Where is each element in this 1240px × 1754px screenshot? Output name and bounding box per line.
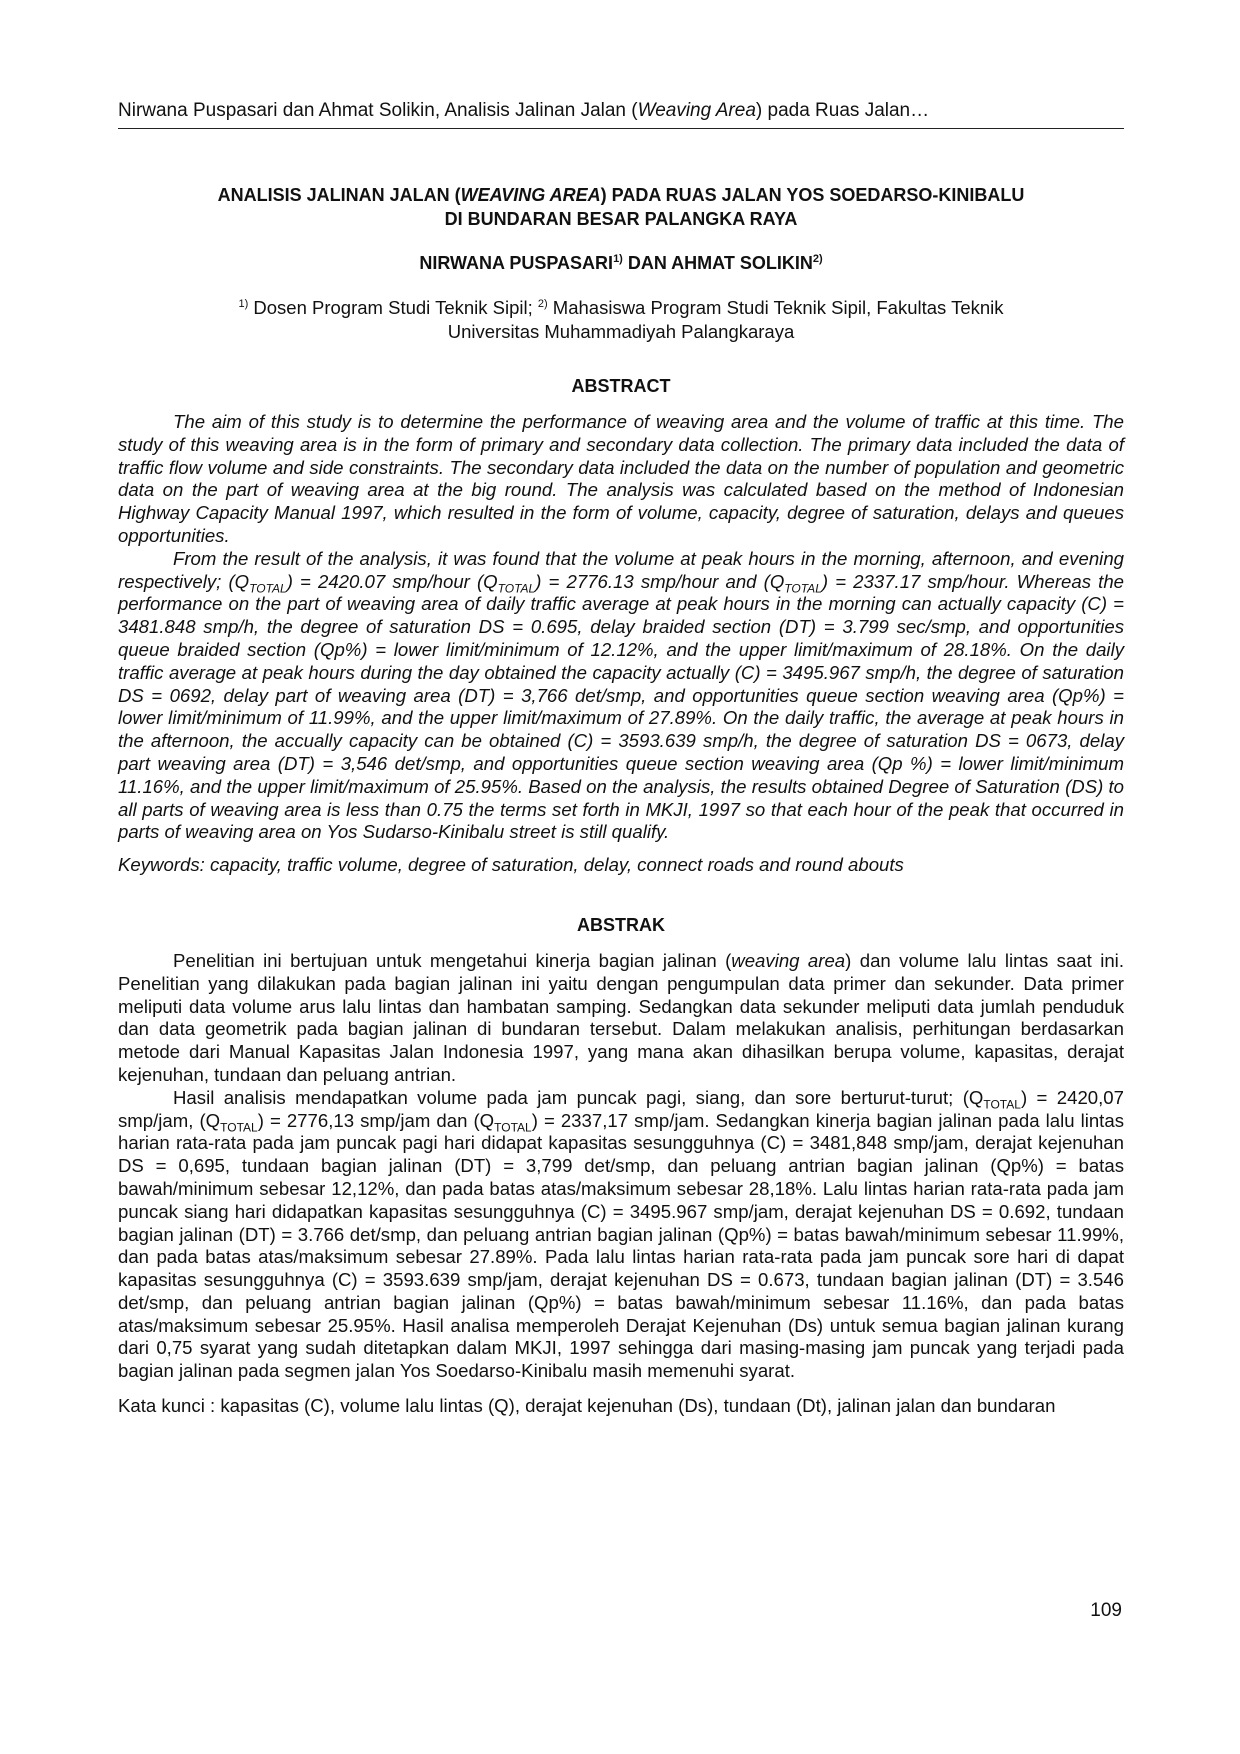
paper-page — [118, 100, 1124, 1418]
abstrak-p2-b: ) = 2420,07 smp/jam, (Q — [118, 1086, 1124, 1131]
abstrak-heading: ABSTRAK — [577, 914, 665, 935]
affiliation-line-1 — [118, 296, 1124, 320]
kata-kunci-text: kapasitas (C), volume lalu lintas (Q), derajat kejenuhan (Ds), tundaan (Dt), jalinan jalan dan bundaran — [220, 1395, 1056, 1417]
title-line-1 — [118, 183, 1124, 207]
abstract-p2-a: From the result of the analysis, it was found that the volume at peak hours in the morning, afternoon, and evening respectively; (Q — [118, 547, 1124, 592]
affiliation-line-2: Universitas Muhammadiyah Palangkaraya — [447, 321, 795, 342]
abstract-p2-b: ) = 2420.07 smp/hour (Q — [286, 570, 498, 592]
kata-kunci — [118, 1395, 1124, 1418]
author-1-sup: 1) — [613, 253, 623, 265]
abstract-p2-d: ) = 2337.17 smp/hour. Whereas the performance on the part of weaving area of daily traffic average at peak hours in the morning can actually capacity (C) = 3481.848 smp/h, the degree of saturation DS = 0.695, delay braided section (DT) = 3.799 sec/smp, and opportunities queue braided section (Qp%) = lower limit/minimum of 12.12%, and the upper limit/maximum of 28.18%. On the daily traffic average at peak hours during the day obtained the capacity actually (C) = 3495.967 smp/h, the degree of saturation DS = 0692, delay part of weaving area (DT) = 3,766 det/smp, and opportunities queue section weaving area (Qp%) = lower limit/minimum of 11.99%, and the upper limit/maximum of 27.89%. On the daily traffic, the average at peak hours in the afternoon, the accually capacity can be obtained (C) = 3593.639 smp/h, the degree of saturation DS = 0673, delay part weaving area (DT) = 3,546 det/smp, and opportunities queue section weaving area (Qp %) = lower limit/minimum 11.16%, and the upper limit/maximum of 25.95%. Based on the analysis, the results obtained Degree of Saturation (DS) to all parts of weaving area is less than 0.75 the terms set forth in MKJI, 1997 so that each hour of the peak that occurred in parts of weaving area on Yos Sudarso-Kinibalu street is still qualify. — [118, 570, 1124, 843]
kata-kunci-label: Kata kunci : — [118, 1395, 221, 1417]
title-part-2: ) PADA RUAS JALAN YOS SOEDARSO-KINIBALU — [600, 185, 1025, 205]
title-part-1: ANALISIS JALINAN JALAN ( — [217, 185, 461, 205]
page-number: 109 — [1090, 1600, 1122, 1621]
author-connector: DAN AHMAT SOLIKIN — [622, 253, 813, 273]
abstrak-p2-c: ) = 2776,13 smp/jam dan (Q — [257, 1109, 495, 1131]
abstract-sub-1: TOTAL — [249, 581, 287, 596]
abstrak-p1-italic: weaving area — [731, 949, 846, 971]
affil-text-1: Dosen Program Studi Teknik Sipil; — [248, 297, 538, 318]
abstrak-paragraph-1 — [118, 950, 1124, 1087]
abstrak-p1-a: Penelitian ini bertujuan untuk mengetahui kinerja bagian jalinan ( — [173, 949, 732, 971]
title-italic: WEAVING AREA — [460, 185, 601, 205]
author-2-sup: 2) — [812, 253, 823, 265]
running-header-italic: Weaving Area — [637, 100, 756, 121]
keywords: Keywords: capacity, traffic volume, degree of saturation, delay, connect roads and round abouts — [118, 854, 904, 876]
abstract-heading: ABSTRACT — [571, 376, 671, 396]
affiliation — [118, 296, 1124, 344]
running-header — [118, 100, 1124, 129]
paper-title — [118, 183, 1124, 231]
abstract-sub-2: TOTAL — [497, 581, 536, 596]
title-line-2: DI BUNDARAN BESAR PALANGKA RAYA — [444, 209, 798, 229]
affil-sup-1: 1) — [238, 297, 249, 310]
abstrak-sub-1: TOTAL — [983, 1097, 1021, 1112]
abstrak-p2-a: Hasil analisis mendapatkan volume pada jam puncak pagi, siang, dan sore berturut-turut; (Q — [173, 1086, 984, 1108]
running-header-suffix: ) pada Ruas Jalan… — [755, 100, 930, 121]
author-1: NIRWANA PUSPASARI — [419, 253, 614, 273]
abstract-p2-c: ) = 2776.13 smp/hour and (Q — [535, 570, 785, 592]
abstrak-sub-2: TOTAL — [220, 1120, 258, 1135]
abstrak-p2-d: ) = 2337,17 smp/jam. Sedangkan kinerja bagian jalinan pada lalu lintas harian rata-rata pada jam puncak pagi hari didapat kapasitas sesungguhnya (C) = 3481,848 smp/jam, derajat kejenuhan DS = 0,695, tundaan bagian jalinan (DT) = 3,799 det/smp, dan peluang antrian bagian jalinan (Qp%) = batas bawah/minimum sebesar 12,12%, dan pada batas atas/maksimum sebesar 28,18%. Lalu lintas harian rata-rata pada jam puncak siang hari didapatkan kapasitas sesungguhnya (C) = 3495.967 smp/jam, derajat kejenuhan DS = 0.692, tundaan bagian jalinan (DT) = 3.766 det/smp, dan peluang antrian bagian jalinan (Qp%) = batas bawah/minimum sebesar 11.99%, dan pada batas atas/maksimum sebesar 27.89%. Pada lalu lintas harian rata-rata pada jam puncak sore hari di dapat kapasitas sesungguhnya (C) = 3593.639 smp/jam, derajat kejenuhan DS = 0.673, tundaan bagian jalinan (DT) = 3.546 det/smp, dan peluang antrian bagian jalinan (Qp%) = batas bawah/minimum sebesar 11.16%, dan pada batas atas/maksimum sebesar 25.95%. Hasil analisa memperoleh Derajat Kejenuhan (Ds) untuk semua bagian jalinan kurang dari 0,75 syarat yang sudah ditetapkan dalam MKJI, 1997 sehingga dari masing-masing jam puncak yang terjadi pada bagian jalinan pada segmen jalan Yos Soedarso-Kinibalu masih memenuhi syarat. — [118, 1109, 1124, 1382]
affil-text-2: Mahasiswa Program Studi Teknik Sipil, Fakultas Teknik — [547, 297, 1004, 318]
abstract-paragraph-2 — [118, 548, 1124, 844]
abstrak-paragraph-2 — [118, 1087, 1124, 1383]
running-header-prefix: Nirwana Puspasari dan Ahmat Solikin, Analisis Jalinan Jalan ( — [118, 100, 638, 121]
abstrak-sub-3: TOTAL — [494, 1120, 532, 1135]
abstract-sub-3: TOTAL — [784, 581, 822, 596]
affil-sup-2: 2) — [537, 297, 548, 310]
author-line — [118, 253, 1124, 274]
abstrak-p1-b: ) dan volume lalu lintas saat ini. Penelitian yang dilakukan pada bagian jalinan ini yaitu dengan pengumpulan data primer dan sekunder. Data primer meliputi data volume arus lalu lintas dan hambatan samping. Sedangkan data sekunder meliputi data jumlah penduduk dan data geometrik pada bagian jalinan di bundaran tersebut. Dalam melakukan analisis, perhitungan berdasarkan metode dari Manual Kapasitas Jalan Indonesia 1997, yang mana akan dihasilkan berupa volume, kapasitas, derajat kejenuhan, tundaan dan peluang antrian. — [118, 949, 1124, 1085]
abstract-paragraph-1: The aim of this study is to determine the performance of weaving area and the volume of traffic at this time. The study of this weaving area is in the form of primary and secondary data collection. The primary data included the data of traffic flow volume and side constraints. The secondary data included the data on the number of population and geometric data on the part of weaving area at the big round. The analysis was calculated based on the method of Indonesian Highway Capacity Manual 1997, which resulted in the form of volume, capacity, degree of saturation, delays and queues opportunities. — [118, 411, 1124, 546]
